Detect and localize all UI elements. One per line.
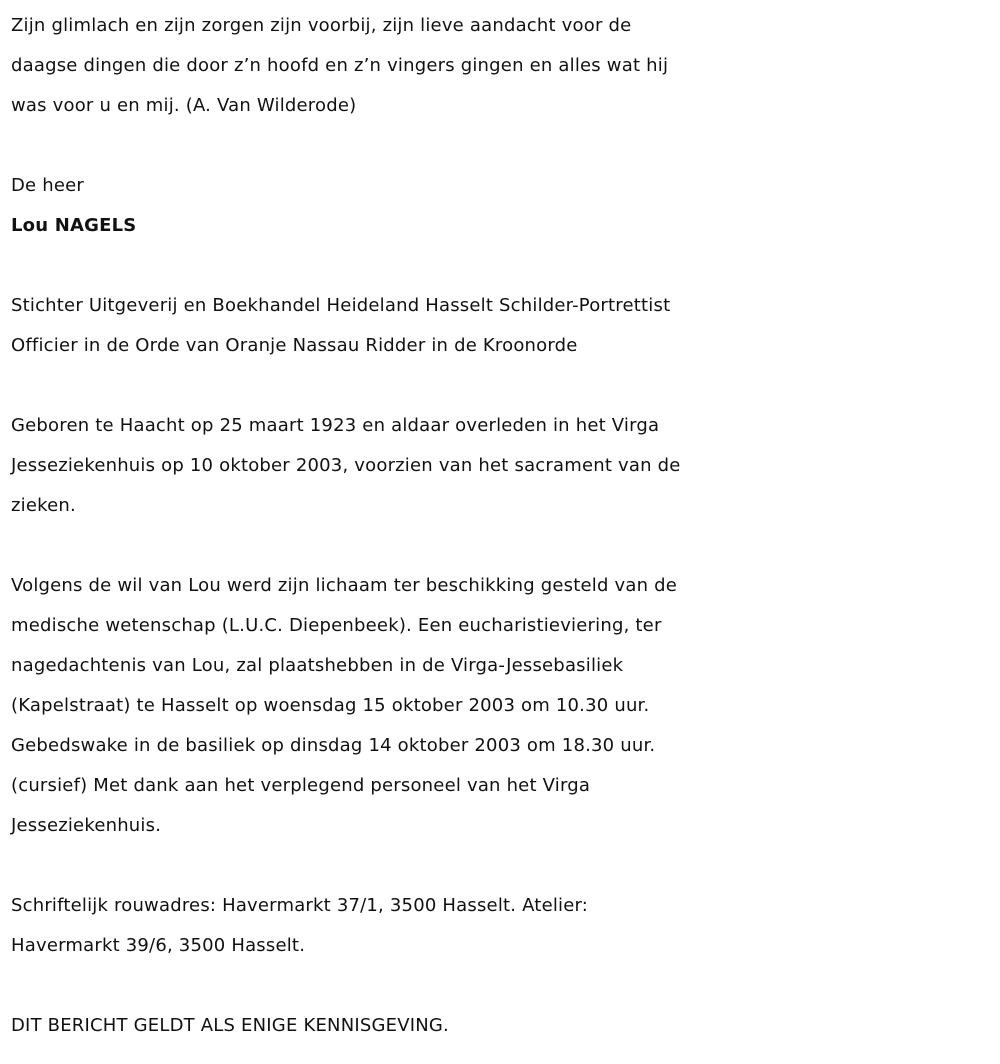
paragraph-gap — [11, 846, 996, 886]
address-paragraph — [11, 886, 996, 966]
ceremony-line: Volgens de wil van Lou werd zijn lichaam ter beschikking gesteld van de — [11, 575, 678, 596]
salutation: De heer — [11, 175, 85, 196]
ceremony-line: (cursief) Met dank aan het verplegend personeel van het Virga — [11, 775, 591, 796]
address-line: Havermarkt 39/6, 3500 Hasselt. — [11, 935, 306, 956]
birth-death-line: zieken. — [11, 495, 76, 516]
paragraph-gap — [11, 246, 996, 286]
quote-line: daagse dingen die door z’n hoofd en z’n vingers gingen en alles wat hij — [11, 55, 669, 76]
paragraph-gap — [11, 966, 996, 1006]
quote-line: was voor u en mij. (A. Van Wilderode) — [11, 95, 357, 116]
paragraph-gap — [11, 526, 996, 566]
functions-line: Stichter Uitgeverij en Boekhandel Heideland Hasselt Schilder-Portrettist — [11, 295, 671, 316]
birth-death-line: Geboren te Haacht op 25 maart 1923 en aldaar overleden in het Virga — [11, 415, 660, 436]
birth-death-paragraph — [11, 406, 996, 526]
paragraph-gap — [11, 126, 996, 166]
ceremony-line: medische wetenschap (L.U.C. Diepenbeek). Een eucharistieviering, ter — [11, 615, 662, 636]
functions-paragraph — [11, 286, 996, 366]
quote-line: Zijn glimlach en zijn zorgen zijn voorbij, zijn lieve aandacht voor de — [11, 15, 632, 36]
title-block — [11, 166, 996, 246]
deceased-name: Lou NAGELS — [11, 215, 137, 236]
functions-line: Officier in de Orde van Oranje Nassau Ridder in de Kroonorde — [11, 335, 578, 356]
closing-notice: DIT BERICHT GELDT ALS ENIGE KENNISGEVING. — [11, 1015, 449, 1036]
ceremony-line: Gebedswake in de basiliek op dinsdag 14 oktober 2003 om 18.30 uur. — [11, 735, 656, 756]
paragraph-gap — [11, 366, 996, 406]
obituary-document — [11, 6, 996, 1046]
address-line: Schriftelijk rouwadres: Havermarkt 37/1, 3500 Hasselt. Atelier: — [11, 895, 589, 916]
birth-death-line: Jesseziekenhuis op 10 oktober 2003, voorzien van het sacrament van de — [11, 455, 681, 476]
quote-paragraph — [11, 6, 996, 126]
ceremony-line: (Kapelstraat) te Hasselt op woensdag 15 oktober 2003 om 10.30 uur. — [11, 695, 650, 716]
ceremony-paragraph — [11, 566, 996, 846]
ceremony-line: Jesseziekenhuis. — [11, 815, 162, 836]
ceremony-line: nagedachtenis van Lou, zal plaatshebben in de Virga-Jessebasiliek — [11, 655, 624, 676]
